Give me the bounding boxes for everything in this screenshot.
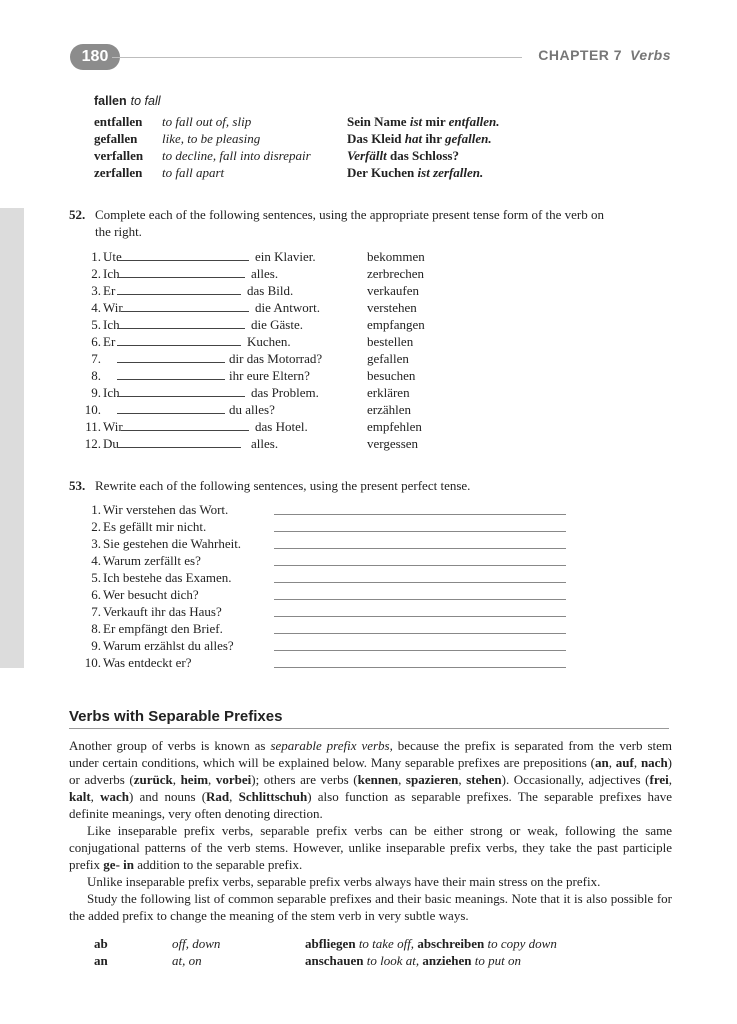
fallen-example: Verfällt das Schloss?	[347, 148, 459, 163]
answer-line[interactable]	[274, 522, 566, 532]
prefix: an	[94, 953, 108, 968]
answer-line[interactable]	[274, 590, 566, 600]
list-item: 1. Ute ein Klavier. bekommen	[91, 249, 425, 264]
prefix-examples: anschauen to look at, anziehen to put on	[305, 953, 521, 968]
list-item: 6. Wer besucht dich?	[79, 586, 579, 603]
fallen-word-meaning: to fall out of, slip	[162, 114, 252, 129]
paragraph: Unlike inseparable prefix verbs, separable prefix verbs always have their main stress on the prefix.	[87, 874, 601, 889]
fallen-word: verfallen	[94, 148, 144, 163]
exercise-53-instructions: 53. Rewrite each of the following sentences, using the present perfect tense.	[69, 478, 471, 493]
section-body	[69, 737, 672, 924]
exercise-number: 52.	[69, 207, 86, 222]
list-item: 9. Ich das Problem. erklären	[91, 385, 410, 400]
prefix: ab	[94, 936, 108, 951]
answer-blank[interactable]	[121, 418, 249, 431]
chapter-heading	[538, 47, 671, 63]
exercise-52-list	[79, 248, 579, 452]
fallen-example: Das Kleid hat ihr gefallen.	[347, 131, 492, 146]
answer-blank[interactable]	[117, 384, 245, 397]
answer-blank[interactable]	[117, 367, 225, 380]
prefix-examples: abfliegen to take off, abschreiben to copy down	[305, 936, 557, 951]
list-item: 6. Er Kuchen. bestellen	[91, 334, 414, 349]
fallen-word-meaning: to decline, fall into disrepair	[162, 148, 311, 163]
header-rule	[112, 57, 522, 58]
list-item: 9. Warum erzählst du alles?	[79, 637, 579, 654]
list-item: 8. Er empfängt den Brief.	[79, 620, 579, 637]
answer-blank[interactable]	[117, 350, 225, 363]
answer-blank[interactable]	[117, 333, 241, 346]
list-item: 8. ihr eure Eltern? besuchen	[91, 368, 416, 383]
answer-line[interactable]	[274, 556, 566, 566]
fallen-word: gefallen	[94, 131, 138, 146]
fallen-row	[94, 130, 574, 147]
fallen-word-meaning: to fall apart	[162, 165, 225, 180]
list-item: 1. Wir verstehen das Wort.	[79, 501, 579, 518]
answer-blank[interactable]	[117, 435, 241, 448]
fallen-row	[94, 164, 574, 181]
chapter-label: CHAPTER 7	[538, 47, 623, 63]
paragraph: Like inseparable prefix verbs, separable prefix verbs can be either strong or weak, following the same conjugational patterns of the verb stems. However, unlike inseparable prefix verbs, they take the past participle prefix ge- in addition to the separable prefix.	[69, 823, 672, 872]
page-edge-tab	[0, 208, 24, 668]
chapter-title: Verbs	[630, 47, 671, 63]
list-item: 2. Es gefällt mir nicht.	[79, 518, 579, 535]
paragraph: Another group of verbs is known as separable prefix verbs, because the prefix is separated from the verb stem under certain conditions, which will be explained below. Many separable prefixes are prepositions (an, auf, nach) or adverbs (zurück, heim, vorbei); others are verbs (kennen, spazieren, stehen). Occasionally, adjectives (frei, kalt, wach) and nouns (Rad, Schlittschuh) also function as separable prefixes. The separable prefixes have definite meanings, very often denoting direction.	[69, 738, 673, 821]
answer-blank[interactable]	[117, 248, 249, 261]
answer-blank[interactable]	[117, 316, 245, 329]
exercise-52-instructions: 52. Complete each of the following sentences, using the appropriate present tense form of the verb on the right.	[69, 207, 605, 239]
list-item: 7. Verkauft ihr das Haus?	[79, 603, 579, 620]
fallen-word-meaning: like, to be pleasing	[162, 131, 261, 146]
answer-line[interactable]	[274, 539, 566, 549]
list-item: 10. Was entdeckt er?	[79, 654, 579, 671]
answer-blank[interactable]	[117, 265, 245, 278]
fallen-word: zerfallen	[94, 165, 143, 180]
answer-line[interactable]	[274, 624, 566, 634]
list-item: 11. Wir das Hotel. empfehlen	[85, 419, 422, 434]
exercise-number: 53.	[69, 478, 86, 493]
fallen-row	[94, 147, 574, 164]
fallen-meaning: to fall	[130, 94, 161, 108]
page-number-badge: 180	[70, 44, 120, 70]
paragraph: Study the following list of common separable prefixes and their basic meanings. Note that it is also possible for the added prefix to change the meaning of the stem verb in very subtle ways.	[69, 891, 672, 923]
fallen-row	[94, 113, 574, 130]
fallen-word: entfallen	[94, 114, 143, 129]
answer-line[interactable]	[274, 607, 566, 617]
answer-blank[interactable]	[121, 299, 249, 312]
prefix-meaning: at, on	[172, 953, 202, 968]
prefix-meaning: off, down	[172, 936, 221, 951]
list-item: 5. Ich bestehe das Examen.	[79, 569, 579, 586]
prefix-row	[94, 935, 614, 952]
list-item: 2. Ich alles. zerbrechen	[91, 266, 425, 281]
answer-blank[interactable]	[117, 282, 241, 295]
fallen-example: Sein Name ist mir entfallen.	[347, 114, 500, 129]
list-item: 4. Warum zerfällt es?	[79, 552, 579, 569]
list-item: 12. Du alles. vergessen	[84, 436, 419, 451]
section-title: Verbs with Separable Prefixes	[69, 708, 669, 729]
prefix-row	[94, 952, 614, 969]
list-item: 5. Ich die Gäste. empfangen	[91, 317, 425, 332]
answer-blank[interactable]	[117, 401, 225, 414]
list-item: 10. du alles? erzählen	[84, 402, 412, 417]
fallen-heading	[94, 94, 161, 108]
fallen-example: Der Kuchen ist zerfallen.	[347, 165, 484, 180]
list-item: 7. dir das Motorrad? gefallen	[91, 351, 409, 366]
answer-line[interactable]	[274, 573, 566, 583]
answer-line[interactable]	[274, 658, 566, 668]
answer-line[interactable]	[274, 641, 566, 651]
answer-line[interactable]	[274, 505, 566, 515]
list-item: 3. Er das Bild. verkaufen	[91, 283, 419, 298]
prefix-table	[94, 935, 614, 969]
list-item: 4. Wir die Antwort. verstehen	[91, 300, 417, 315]
exercise-53-list	[79, 501, 579, 671]
fallen-table	[94, 113, 574, 181]
fallen-verb: fallen	[94, 94, 127, 108]
list-item: 3. Sie gestehen die Wahrheit.	[79, 535, 579, 552]
